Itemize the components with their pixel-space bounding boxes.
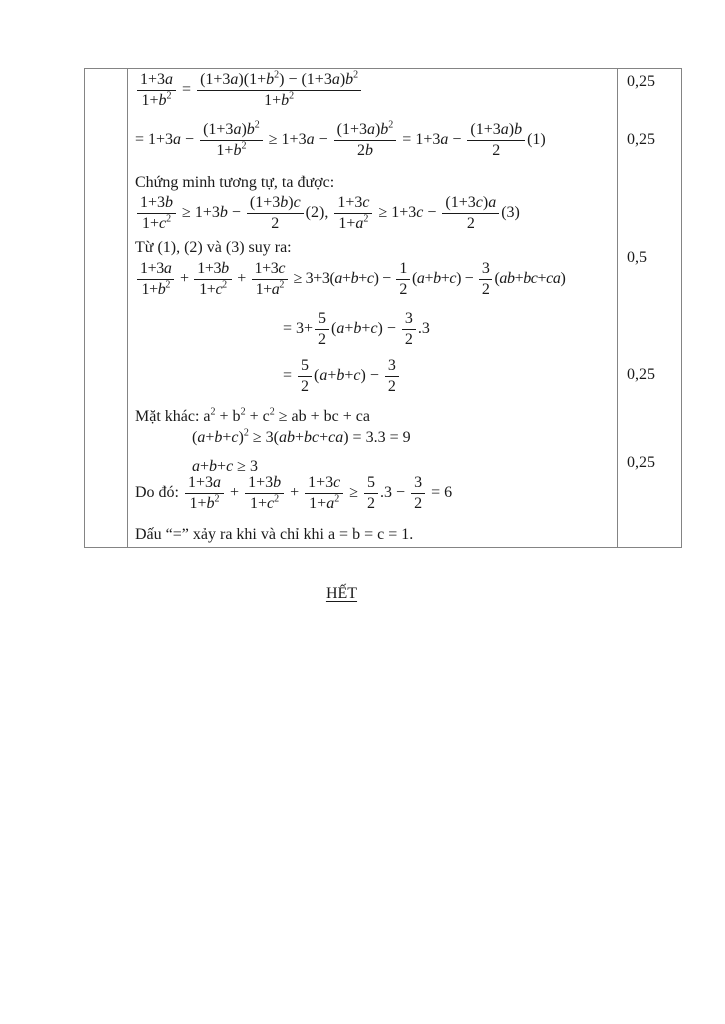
fraction: $\frac{(1+3b)c}{2}$	[247, 194, 304, 232]
fraction: $\frac{3}{2}$	[402, 310, 416, 348]
math-line: $\frac{1+3a}{1+b^2}$ = $\frac{(1+3a)(1+b^2) - (1+3a)b^2}{1+b^2}$	[135, 71, 363, 109]
fraction: $\frac{3}{2}$	[411, 474, 425, 512]
math-line: = 1+3a − $\frac{(1+3a)b^2}{1+b^2}$ ≥ 1+3a − $\frac{(1+3a)b^2}{2b}$ = 1+3a − $\frac{(1+3a)b}{2}$ (1)	[135, 119, 546, 159]
fraction: $\frac{(1+3a)(1+b^2) - (1+3a)b^2}{1+b^2}$	[197, 71, 361, 109]
score-value: 0,25	[627, 366, 655, 383]
footer-label: HẾT	[325, 585, 358, 602]
fraction: $\frac{1+3b}{1+c^2}$	[245, 474, 284, 512]
math-line: = $\frac{5}{2}$ (a+b+c) − $\frac{3}{2}$	[283, 357, 401, 395]
fraction: $\frac{1+3b}{1+c^2}$	[194, 260, 231, 298]
fraction: $\frac{(1+3a)b^2}{2b}$	[334, 121, 397, 159]
fraction: $\frac{1}{2}$	[396, 260, 410, 298]
fraction: $\frac{1+3a}{1+b^2}$	[137, 71, 176, 109]
score-value: 0,25	[627, 131, 655, 148]
math-line: $\frac{1+3a}{1+b^2}$ + $\frac{1+3b}{1+c^2}$ + $\frac{1+3c}{1+a^2}$ ≥ 3+3(a+b+c) − $\frac{1}{2}$ (a+b+c) − $\frac{3}{2}$ (ab+bc+ca)	[135, 260, 565, 298]
fraction: $\frac{1+3a}{1+b^2}$	[137, 260, 174, 298]
fraction: $\frac{1+3a}{1+b^2}$	[185, 474, 224, 512]
math-line: Từ (1), (2) và (3) suy ra:	[135, 239, 292, 256]
math-line: $(a+b+c)^2 \ge 3(ab+bc+ca) = 3.3 = 9$	[192, 427, 411, 446]
math-line: $\frac{1+3b}{1+c^2}$ ≥ 1+3b − $\frac{(1+3b)c}{2}$ (2), $\frac{1+3c}{1+a^2}$ ≥ 1+3c − $\frac{(1+3c)a}{2}$ (3)	[135, 194, 520, 232]
fraction: $\frac{3}{2}$	[385, 357, 399, 395]
fraction: $\frac{(1+3a)b^2}{1+b^2}$	[200, 121, 263, 159]
fraction: $\frac{5}{2}$	[364, 474, 378, 512]
fraction: $\frac{(1+3a)b}{2}$	[467, 121, 525, 159]
score-value: 0,25	[627, 454, 655, 471]
fraction: $\frac{3}{2}$	[479, 260, 493, 298]
fraction: $\frac{5}{2}$	[315, 310, 329, 348]
solution-lines	[128, 69, 617, 547]
math-line: Chứng minh tương tự, ta được:	[135, 174, 335, 191]
question-number-cell	[85, 69, 128, 547]
footer-het	[0, 585, 683, 603]
answer-table	[84, 68, 682, 548]
math-line: = 3+ $\frac{5}{2}$ (a+b+c) − $\frac{3}{2}$ .3	[283, 310, 430, 348]
score-cell	[617, 69, 681, 547]
fraction: $\frac{1+3c}{1+a^2}$	[305, 474, 343, 512]
score-value: 0,25	[627, 73, 655, 90]
fraction: $\frac{(1+3c)a}{2}$	[442, 194, 499, 232]
fraction: $\frac{1+3c}{1+a^2}$	[334, 194, 372, 232]
math-line: a+b+c ≥ 3	[192, 458, 258, 475]
fraction: $\frac{5}{2}$	[298, 357, 312, 395]
math-line: Mặt khác: $a^2 + b^2 + c^2$ ≥ ab + bc + ca	[135, 406, 370, 425]
fraction: $\frac{1+3b}{1+c^2}$	[137, 194, 176, 232]
math-line: Do đó: $\frac{1+3a}{1+b^2}$ + $\frac{1+3b}{1+c^2}$ + $\frac{1+3c}{1+a^2}$ ≥ $\frac{5}{2}$ .3 − $\frac{3}{2}$ = 6	[135, 474, 453, 512]
score-value: 0,5	[627, 249, 647, 266]
fraction: $\frac{1+3c}{1+a^2}$	[252, 260, 289, 298]
solution-cell	[128, 69, 617, 547]
math-line: Dấu “=” xảy ra khi và chỉ khi a = b = c = 1.	[135, 526, 414, 543]
